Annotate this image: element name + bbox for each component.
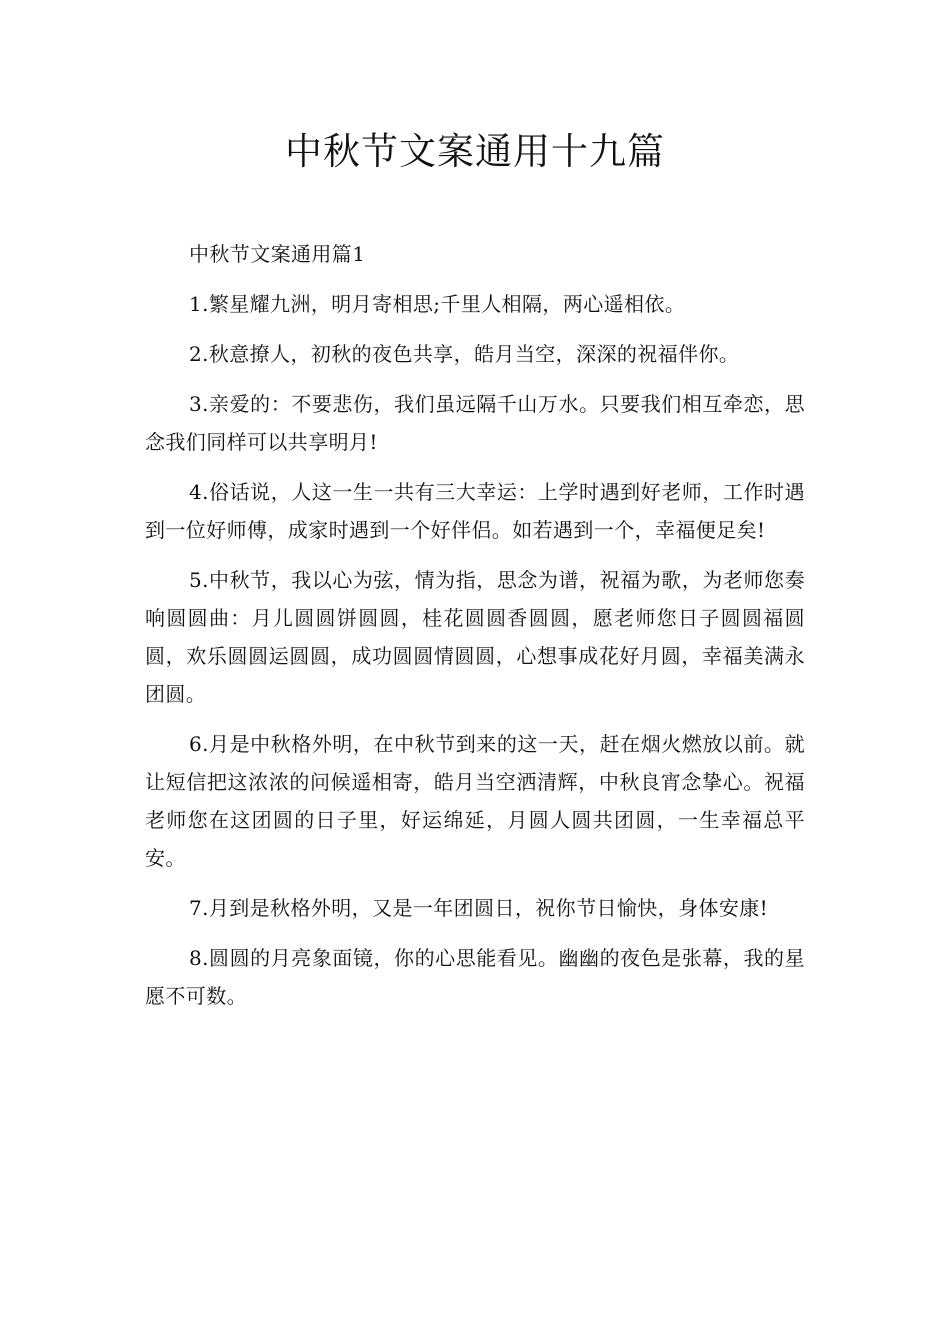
paragraph-5: 5.中秋节，我以心为弦，情为指，思念为谱，祝福为歌，为老师您奏响圆圆曲：月儿圆圆饼圆圆，桂花圆圆香圆圆，愿老师您日子圆圆福圆圆，欢乐圆圆运圆圆，成功圆圆情圆圆，心想事成花好月圆，幸福美满永团圆。: [145, 568, 805, 706]
paragraph-6: 6.月是中秋格外明，在中秋节到来的这一天，赶在烟火燃放以前。就让短信把这浓浓的问候遥相寄，皓月当空洒清辉，中秋良宵念挚心。祝福老师您在这团圆的日子里，好运绵延，月圆人圆共团圆，一生幸福总平安。: [145, 732, 805, 870]
document-body: [145, 235, 805, 1027]
paragraph-1: 1.繁星耀九洲，明月寄相思;千里人相隔，两心遥相依。: [189, 292, 686, 316]
paragraph-8: 8.圆圆的月亮象面镜，你的心思能看见。幽幽的夜色是张幕，我的星愿不可数。: [145, 946, 805, 1008]
section-heading: 中秋节文案通用篇1: [189, 242, 366, 266]
document-title: 中秋节文案通用十九篇: [285, 130, 665, 173]
paragraph-2: 2.秋意撩人，初秋的夜色共享，皓月当空，深深的祝福伴你。: [189, 342, 740, 366]
paragraph-3: 3.亲爱的：不要悲伤，我们虽远隔千山万水。只要我们相互牵恋，思念我们同样可以共享明月!: [145, 392, 805, 454]
paragraph-7: 7.月到是秋格外明，又是一年团圆日，祝你节日愉快，身体安康!: [189, 896, 769, 920]
paragraph-4: 4.俗话说，人这一生一共有三大幸运：上学时遇到好老师，工作时遇到一位好师傅，成家时遇到一个好伴侣。如若遇到一个，幸福便足矣!: [145, 480, 805, 542]
